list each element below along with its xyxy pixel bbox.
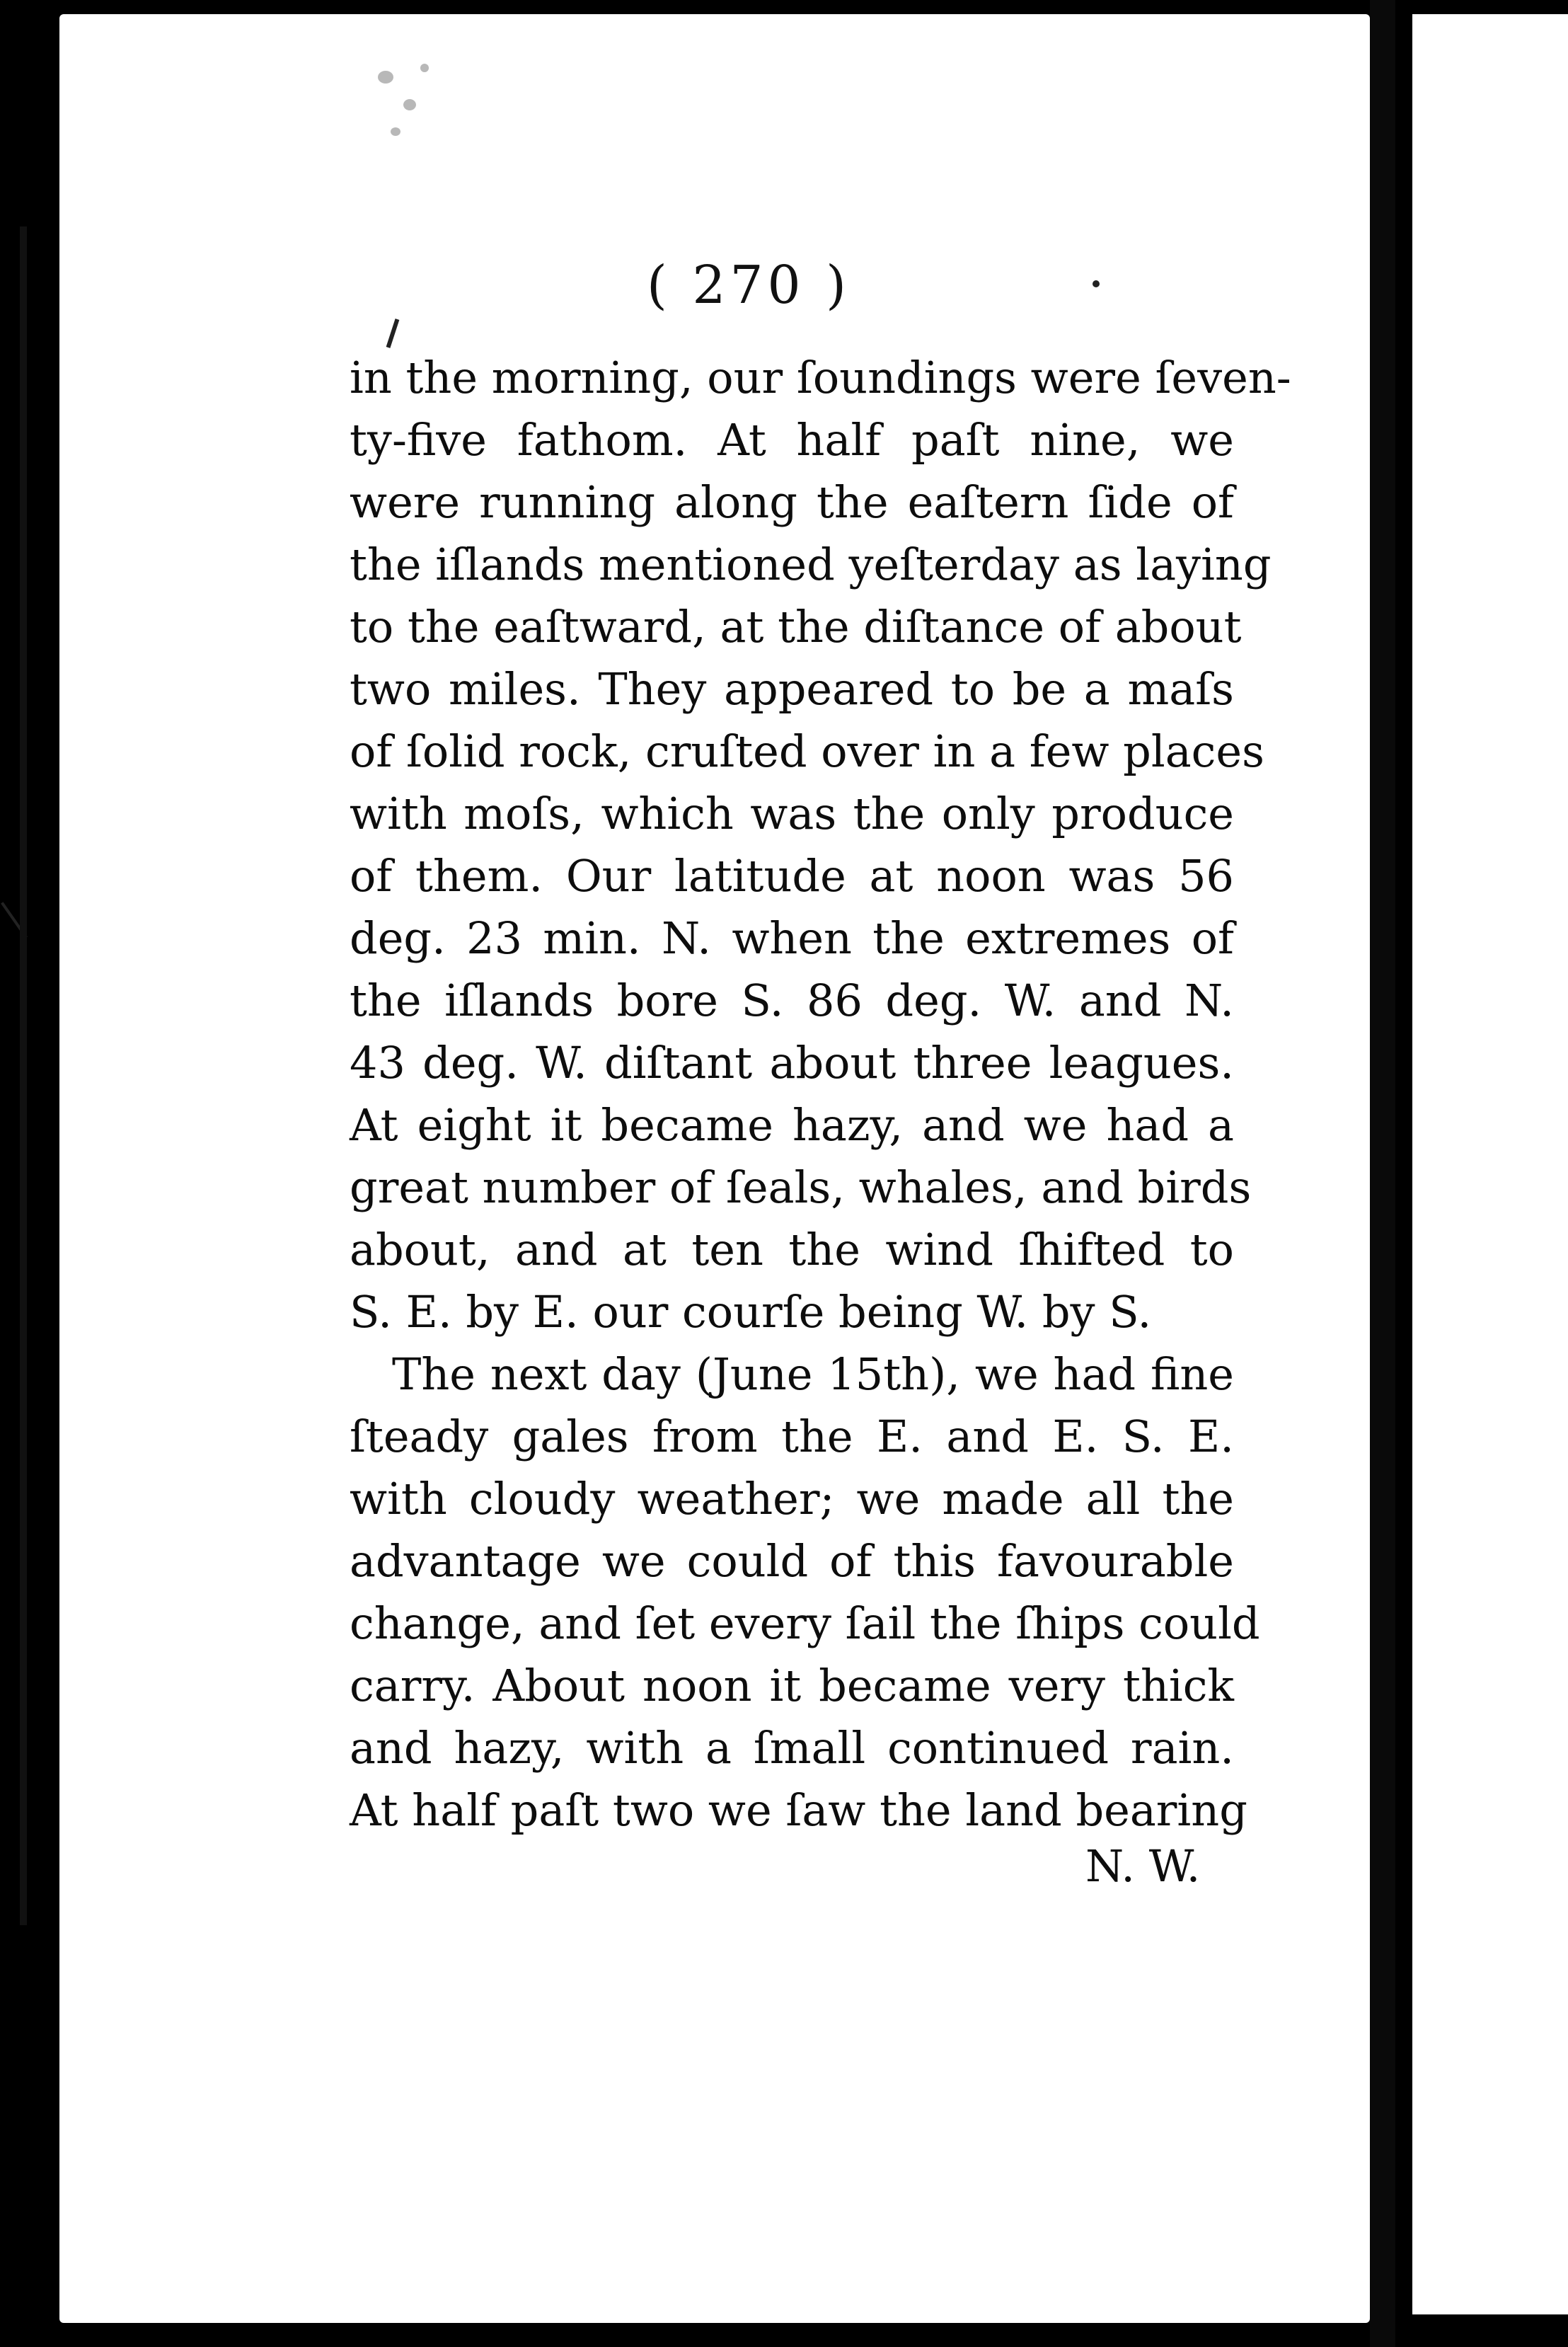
text-line: At eight it became hazy, and we had a — [350, 1099, 1234, 1151]
speck — [420, 64, 429, 72]
text-line: and hazy, with a ſmall continued rain. — [350, 1722, 1234, 1774]
text-line: change, and ſet every ſail the ſhips could — [350, 1597, 1260, 1649]
page-number: ( 270 ) — [647, 255, 851, 316]
text-line: in the morning, our ſoundings were ſeven- — [350, 352, 1291, 403]
ink-dot — [1093, 280, 1100, 287]
text-line: ſteady gales from the E. and E. S. E. — [350, 1411, 1234, 1462]
facing-page-edge — [1412, 14, 1568, 2314]
text-line: were running along the eaſtern ſide of — [350, 476, 1234, 528]
text-line: of ſolid rock, cruſted over in a few places — [350, 725, 1264, 777]
stray-mark — [386, 319, 400, 348]
body-text — [350, 347, 1291, 1842]
text-line: with moſs, which was the only produce — [350, 788, 1234, 839]
text-line: about, and at ten the wind ſhifted to — [350, 1224, 1234, 1275]
text-line: great number of ſeals, whales, and birds — [350, 1161, 1252, 1213]
speck — [403, 99, 416, 110]
text-line: with cloudy weather; we made all the — [350, 1473, 1234, 1525]
text-line: advantage we could of this favourable — [350, 1535, 1234, 1587]
text-line: the iſlands bore S. 86 deg. W. and N. — [350, 975, 1234, 1026]
page-gutter — [1370, 0, 1395, 2347]
text-line: to the eaſtward, at the diſtance of about — [350, 601, 1242, 653]
text-line: At half paſt two we ſaw the land bearing — [350, 1784, 1247, 1836]
speck — [391, 127, 400, 136]
text-line: two miles. They appeared to be a maſs — [350, 663, 1234, 715]
speck — [378, 71, 393, 84]
text-line: ty-five fathom. At half paſt nine, we — [350, 414, 1234, 466]
text-line: the iſlands mentioned yeſterday as laying — [350, 539, 1272, 590]
text-line: deg. 23 min. N. when the extremes of — [350, 912, 1234, 964]
text-line: carry. About noon it became very thick — [350, 1660, 1234, 1711]
catchword: N. W. — [1085, 1840, 1201, 1892]
text-line: of them. Our latitude at noon was 56 — [350, 850, 1234, 902]
text-line: S. E. by E. our courſe being W. by S. — [350, 1286, 1152, 1338]
page-sheet — [59, 14, 1370, 2323]
binding-edge — [20, 226, 27, 1925]
text-line: 43 deg. W. diſtant about three leagues. — [350, 1037, 1234, 1089]
text-line: The next day (June 15th), we had fine — [392, 1348, 1234, 1400]
foxing-specks — [371, 57, 456, 170]
